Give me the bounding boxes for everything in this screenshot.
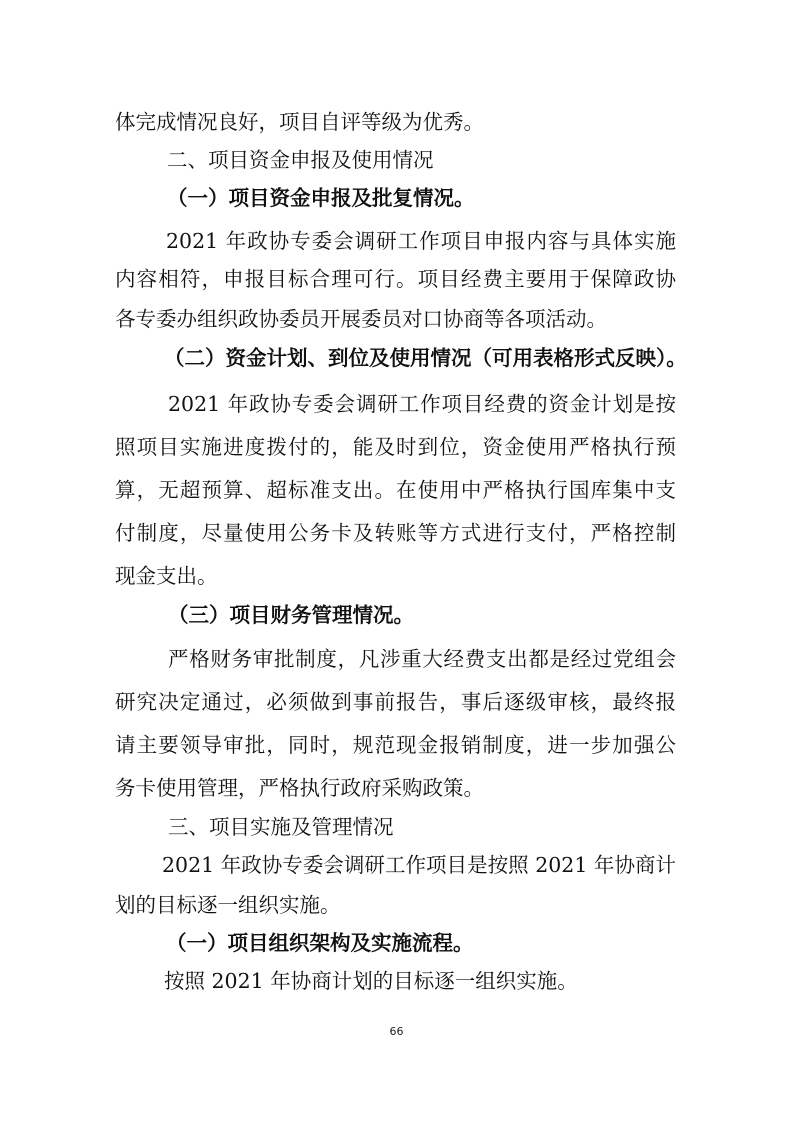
body-text-line: 体完成情况良好，项目自评等级为优秀。 bbox=[115, 110, 484, 134]
body-text-line: 请主要领导审批，同时，规范现金报销制度，进一步加强公 bbox=[115, 733, 676, 757]
body-text-line: 内容相符，申报目标合理可行。项目经费主要用于保障政协 bbox=[115, 267, 676, 291]
body-text-line: 务卡使用管理，严格执行政府采购政策。 bbox=[115, 776, 484, 800]
body-text-line: 划的目标逐一组织实施。 bbox=[115, 893, 341, 917]
body-text-line: 2021 年政协专委会调研工作项目经费的资金计划是按 bbox=[168, 392, 676, 416]
body-text-line: 2021 年政协专委会调研工作项目申报内容与具体实施 bbox=[166, 229, 676, 253]
subsection-heading: （三）项目财务管理情况。 bbox=[168, 603, 414, 627]
body-text-line: 现金支出。 bbox=[115, 564, 218, 588]
subsection-heading: （一）项目组织架构及实施流程。 bbox=[166, 931, 474, 955]
section-heading: 二、项目资金申报及使用情况 bbox=[167, 148, 434, 172]
body-text-line: 研究决定通过，必须做到事前报告，事后逐级审核，最终报 bbox=[115, 690, 676, 714]
body-text-line: 严格财务审批制度，凡涉重大经费支出都是经过党组会 bbox=[168, 647, 676, 671]
body-text-line: 付制度，尽量使用公务卡及转账等方式进行支付，严格控制 bbox=[115, 521, 676, 545]
body-text-line: 2021 年政协专委会调研工作项目是按照 2021 年协商计 bbox=[162, 853, 676, 877]
subsection-heading: （二）资金计划、到位及使用情况（可用表格形式反映）。 bbox=[164, 346, 687, 370]
body-text-line: 照项目实施进度拨付的，能及时到位，资金使用严格执行预 bbox=[115, 435, 676, 459]
body-text-line: 各专委办组织政协委员开展委员对口协商等各项活动。 bbox=[115, 307, 607, 331]
page-number: 66 bbox=[389, 1025, 404, 1038]
body-text-line: 按照 2021 年协商计划的目标逐一组织实施。 bbox=[164, 969, 578, 993]
subsection-heading: （一）项目资金申报及批复情况。 bbox=[167, 186, 475, 210]
section-heading: 三、项目实施及管理情况 bbox=[168, 815, 394, 839]
body-text-line: 算，无超预算、超标准支出。在使用中严格执行国库集中支 bbox=[115, 478, 676, 502]
